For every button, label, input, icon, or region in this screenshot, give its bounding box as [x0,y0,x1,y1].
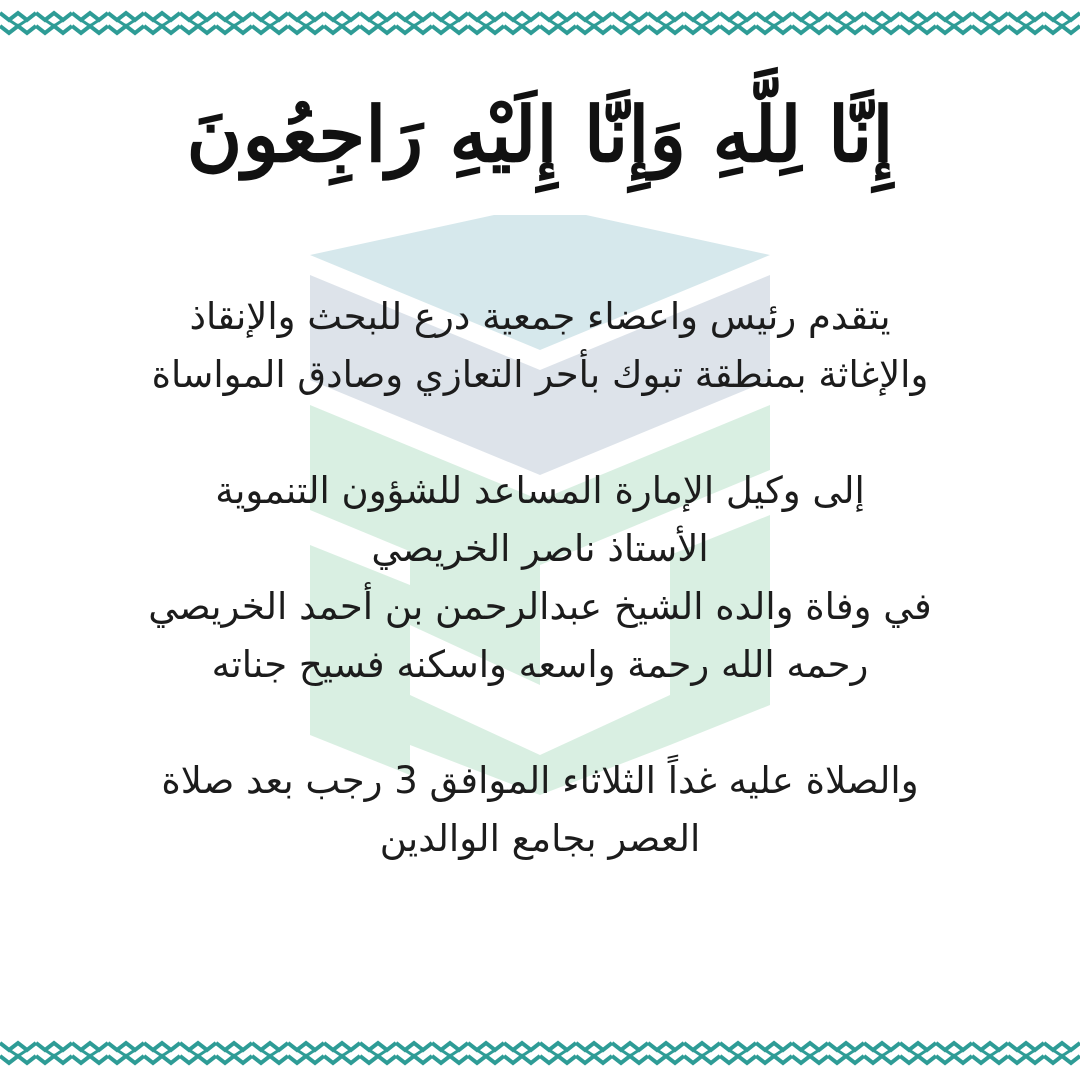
bottom-zigzag-border-icon [0,1036,1080,1070]
funeral-line-2: العصر بجامع الوالدين [379,817,701,860]
funeral-line-1: والصلاة عليه غداً الثلاثاء الموافق 3 رجب بعد صلاة [161,759,919,802]
spacer [40,404,1040,462]
heading-verse: إِنَّا لِلَّهِ وَإِنَّا إِلَيْهِ رَاجِعُونَ [186,90,894,179]
heading-verse-container [0,60,1080,210]
spacer [40,694,1040,752]
top-zigzag-border-icon [0,6,1080,40]
prayer-line: رحمه الله رحمة واسعه واسكنه فسيح جناته [211,643,869,686]
condolence-message [40,288,1040,868]
recipient-line-2: الأستاذ ناصر الخريصي [371,527,709,570]
intro-line-1: يتقدم رئيس واعضاء جمعية درع للبحث والإنقاذ [189,295,891,338]
deceased-line: في وفاة والده الشيخ عبدالرحمن بن أحمد الخريصي [148,585,932,628]
intro-line-2: والإغاثة بمنطقة تبوك بأحر التعازي وصادق المواساة [151,353,929,396]
recipient-line-1: إلى وكيل الإمارة المساعد للشؤون التنموية [215,469,865,512]
